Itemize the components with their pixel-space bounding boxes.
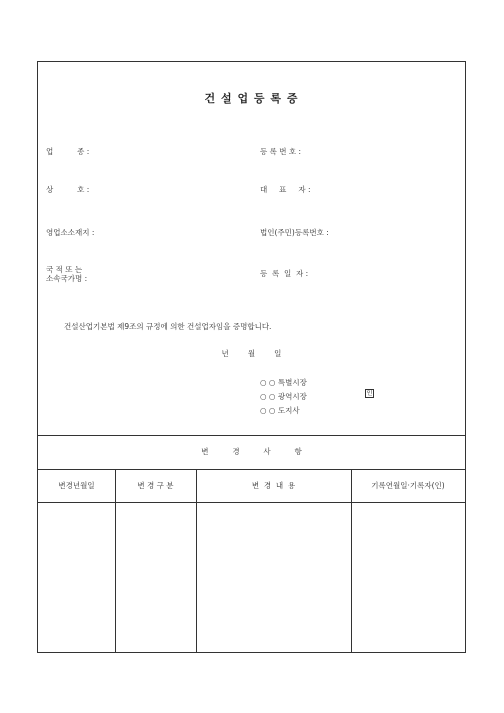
business-type-label: 업 종 :	[46, 147, 90, 156]
changes-section-heading: 변 경 사 항	[201, 447, 302, 456]
changes-column-header-divider	[38, 502, 465, 503]
business-location-label: 영업소소재지 :	[46, 228, 95, 237]
official-seal-mark: 인	[366, 390, 373, 397]
certificate-title: 건 설 업 등 록 증	[204, 92, 299, 105]
issue-date-line: 년 월 일	[221, 349, 282, 358]
authority-province-governor: ○ ○ 도지사	[260, 406, 300, 415]
authority-special-city: ○ ○ 특별시장	[260, 378, 307, 387]
column-header-change-date: 변경년월일	[58, 481, 95, 490]
nationality-label-line1: 국 적 또 는	[46, 265, 83, 274]
certificate-frame	[37, 61, 466, 653]
corporate-registration-number-label: 법인(주민)등록번호 :	[260, 228, 329, 237]
column-header-change-type: 변 경 구 분	[137, 481, 174, 490]
representative-label: 대 표 자 :	[260, 185, 311, 194]
nationality-label-line2: 소속국가명 :	[46, 274, 88, 283]
registration-date-label: 등 록 일 자 :	[260, 269, 309, 278]
trade-name-label: 상 호 :	[46, 185, 90, 194]
authority-metropolitan-city: ○ ○ 광역시장	[260, 392, 307, 401]
registration-number-label: 등 록 번 호 :	[260, 147, 302, 156]
column-header-change-content: 변 경 내 용	[251, 481, 296, 490]
column-header-record-date-recorder: 기록연월일·기록자(인)	[371, 481, 445, 490]
certification-statement: 건설산업기본법 제9조의 규정에 의한 건설업자임을 증명합니다.	[64, 322, 272, 331]
